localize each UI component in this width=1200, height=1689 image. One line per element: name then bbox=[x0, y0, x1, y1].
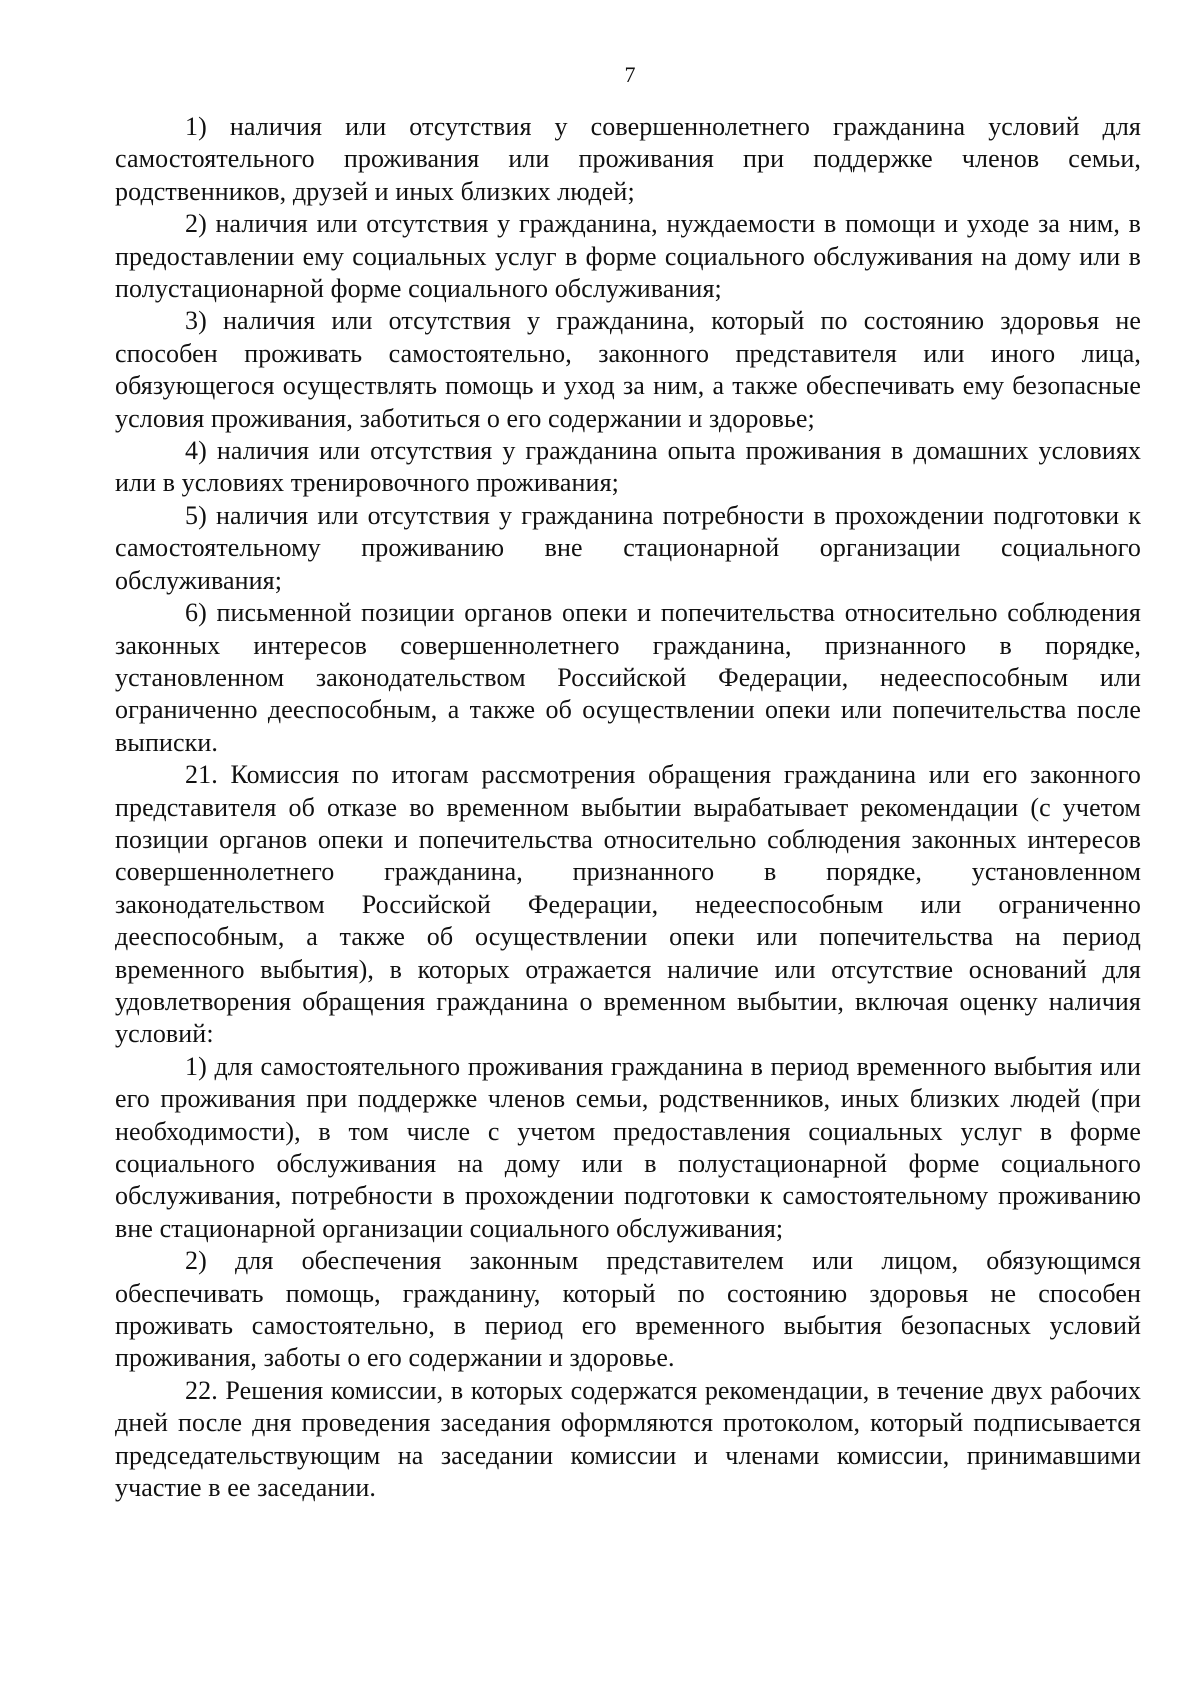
paragraph-item-3: 3) наличия или отсутствия у гражданина, который по состоянию здоровья не способен проживать самостоятельно, законного представителя или иного лица, обязующегося осуществлять помощь и уход за ним, а также обеспечивать ему безопасные условия проживания, заботиться о его содержании и здоровье; bbox=[115, 306, 1141, 433]
paragraph-item-5: 5) наличия или отсутствия у гражданина потребности в прохождении подготовки к самостоятельному проживанию вне стационарной организации социального обслуживания; bbox=[115, 500, 1141, 595]
page-number: 7 bbox=[624, 62, 636, 87]
document-body bbox=[115, 111, 1141, 1504]
paragraph-clause-21: 21. Комиссия по итогам рассмотрения обращения гражданина или его законного представителя об отказе во временном выбытии вырабатывает рекомендации (с учетом позиции органов опеки и попечительства относительно соблюдения законных интересов совершеннолетнего гражданина, признанного в порядке, установленном законодательством Российской Федерации, недееспособным или ограниченно дееспособным, а также об осуществлении опеки или попечительства на период временного выбытия), в которых отражается наличие или отсутствие оснований для удовлетворения обращения гражданина о временном выбытии, включая оценку наличия условий: bbox=[115, 760, 1141, 1049]
paragraph-item-6: 6) письменной позиции органов опеки и попечительства относительно соблюдения законных интересов совершеннолетнего гражданина, признанного в порядке, установленном законодательством Российской Федерации, недееспособным или ограниченно дееспособным, а также об осуществлении опеки или попечительства после выписки. bbox=[115, 598, 1141, 757]
paragraph-clause-21-item-1: 1) для самостоятельного проживания гражданина в период временного выбытия или его проживания при поддержке членов семьи, родственников, иных близких людей (при необходимости), в том числе с учетом предоставления социальных услуг в форме социального обслуживания на дому или в полустационарной форме социального обслуживания, потребности в прохождении подготовки к самостоятельному проживанию вне стационарной организации социального обслуживания; bbox=[115, 1051, 1141, 1243]
paragraph-clause-22: 22. Решения комиссии, в которых содержатся рекомендации, в течение двух рабочих дней после дня проведения заседания оформляются протоколом, который подписывается председательствующим на заседании комиссии и членами комиссии, принимавшими участие в ее заседании. bbox=[115, 1375, 1141, 1503]
paragraph-item-1: 1) наличия или отсутствия у совершеннолетнего гражданина условий для самостоятельного проживания или проживания при поддержке членов семьи, родственников, друзей и иных близких людей; bbox=[115, 112, 1141, 206]
paragraph-item-2: 2) наличия или отсутствия у гражданина, нуждаемости в помощи и уходе за ним, в предоставлении ему социальных услуг в форме социального обслуживания на дому или в полустационарной форме социального обслуживания; bbox=[115, 209, 1141, 304]
paragraph-item-4: 4) наличия или отсутствия у гражданина опыта проживания в домашних условиях или в условиях тренировочного проживания; bbox=[115, 436, 1141, 498]
paragraph-clause-21-item-2: 2) для обеспечения законным представителем или лицом, обязующимся обеспечивать помощь, гражданину, который по состоянию здоровья не способен проживать самостоятельно, в период его временного выбытия безопасных условий проживания, заботы о его содержании и здоровье. bbox=[115, 1246, 1141, 1373]
